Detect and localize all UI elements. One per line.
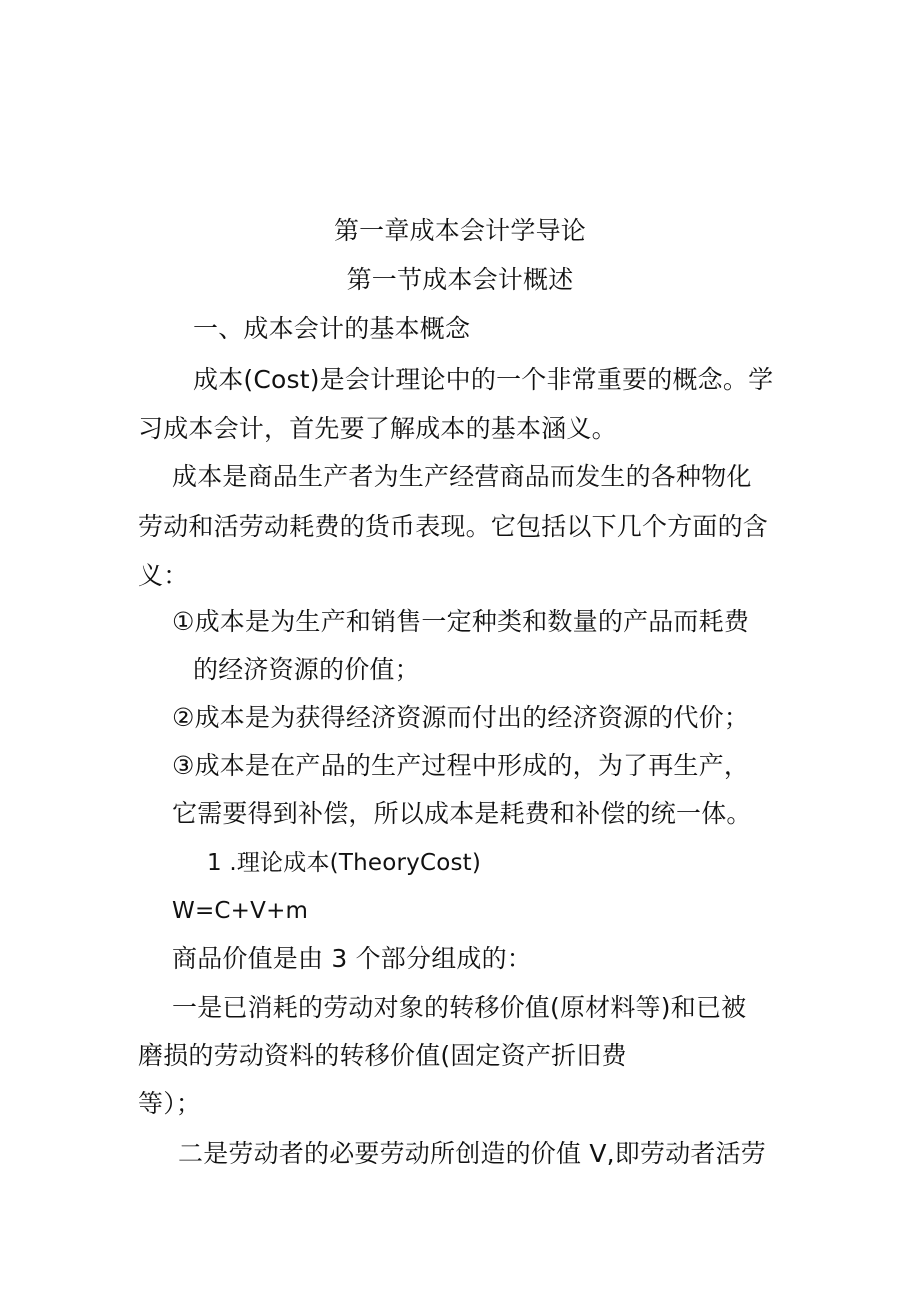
value-formula: W=C+V+m (172, 898, 309, 924)
paragraph-4-line-2: 磨损的劳动资料的转移价值(固定资产折旧费 (138, 1041, 627, 1070)
paragraph-2-line-2: 劳动和活劳动耗费的货币表现。它包括以下几个方面的含 (138, 512, 769, 541)
paragraph-5-line-1: 二是劳动者的必要劳动所创造的价值 V,即劳动者活劳 (178, 1139, 766, 1168)
chapter-title: 第一章成本会计学导论 (333, 216, 586, 245)
paragraph-2-line-1: 成本是商品生产者为生产经营商品而发生的各种物化 (172, 462, 752, 491)
paragraph-2-line-3: 义： (138, 561, 189, 590)
heading-basic-concepts: 一、成本会计的基本概念 (193, 314, 471, 343)
paragraph-1-line-1: 成本(Cost)是会计理论中的一个非常重要的概念。学 (193, 365, 774, 394)
list-item-3-line-1: ③成本是在产品的生产过程中形成的，为了再生产， (172, 751, 750, 780)
list-item-1-line-2: 的经济资源的价值； (193, 655, 420, 684)
list-item-1-line-1: ①成本是为生产和销售一定种类和数量的产品而耗费 (172, 607, 750, 636)
list-item-3-line-2: 它需要得到补偿，所以成本是耗费和补偿的统一体。 (172, 799, 752, 828)
paragraph-1-line-2: 习成本会计，首先要了解成本的基本涵义。 (138, 414, 617, 443)
section-title: 第一节成本会计概述 (346, 265, 574, 294)
list-item-2: ②成本是为获得经济资源而付出的经济资源的代价； (172, 703, 750, 732)
paragraph-3: 商品价值是由 3 个部分组成的： (172, 944, 533, 973)
paragraph-4-line-1: 一是已消耗的劳动对象的转移价值(原材料等)和已被 (172, 993, 747, 1022)
subheading-theory-cost: 1 .理论成本(TheoryCost) (207, 850, 482, 876)
paragraph-4-line-3: 等）； (138, 1089, 202, 1118)
